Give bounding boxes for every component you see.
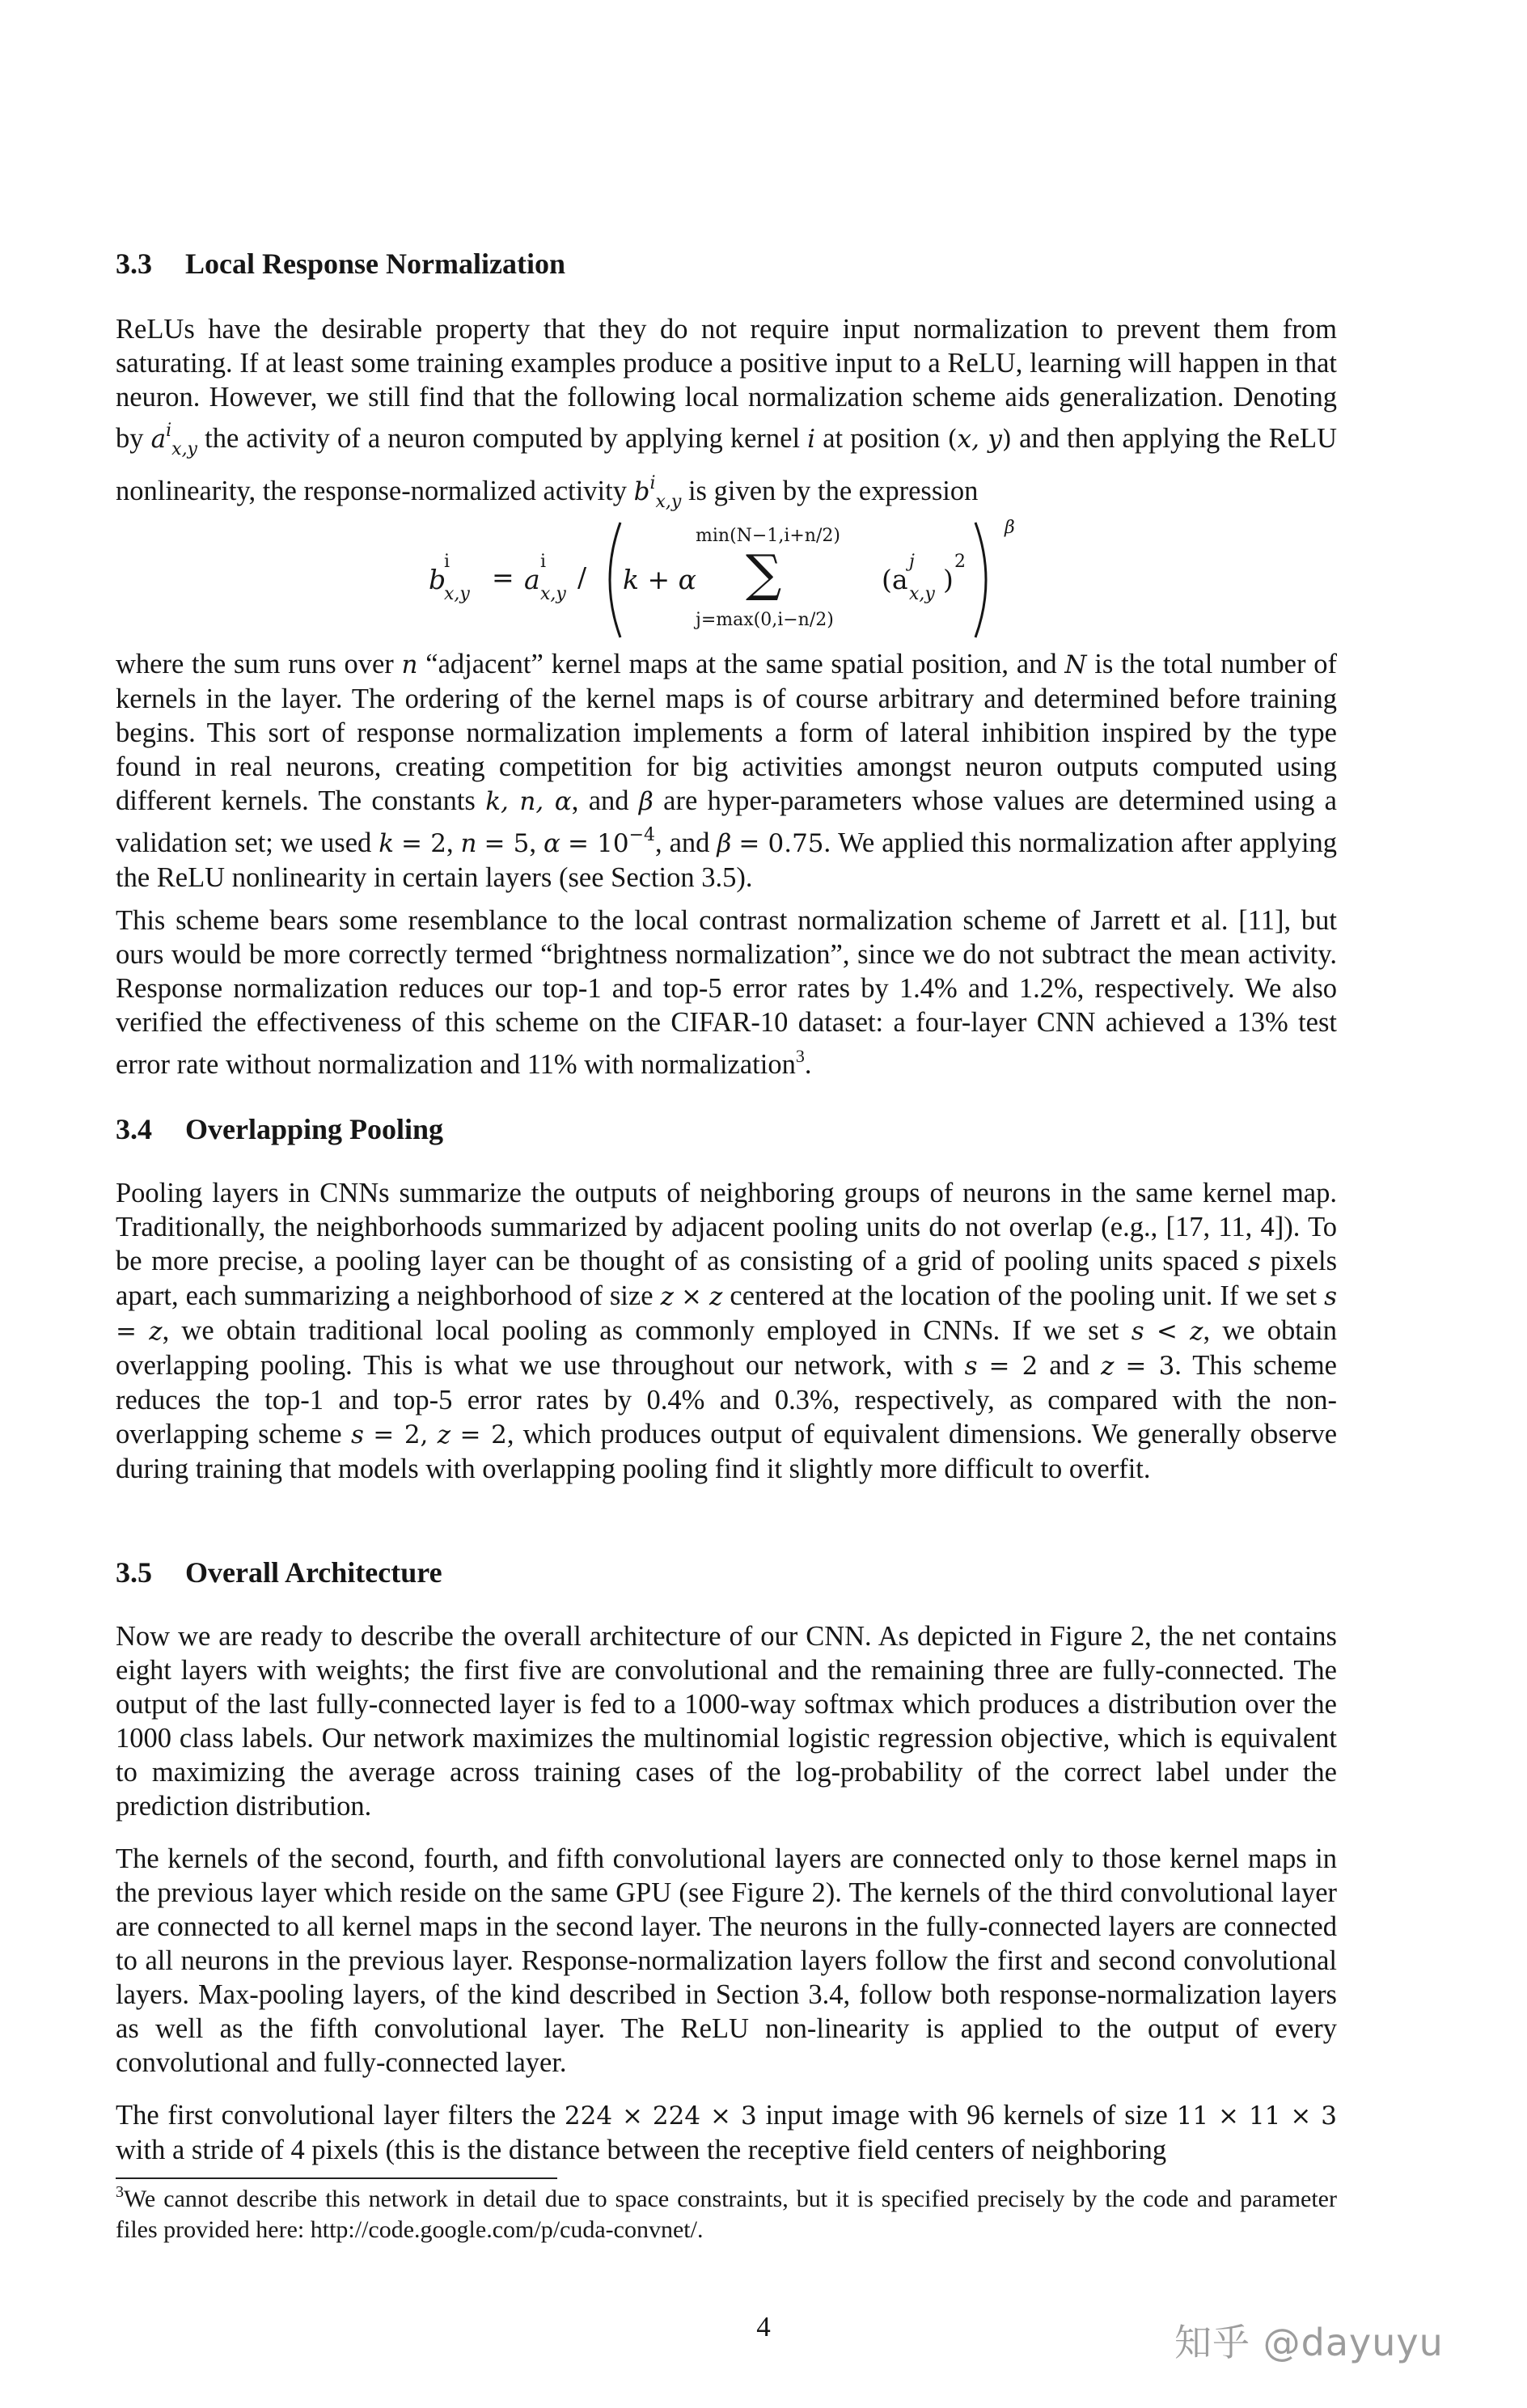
section-heading-3-5 bbox=[116, 1555, 442, 1590]
section-title: Local Response Normalization bbox=[185, 248, 565, 280]
section-title: Overlapping Pooling bbox=[185, 1113, 444, 1145]
eq-sum-upper: min(N−1,i+n/2) bbox=[696, 526, 840, 546]
eq-a: a bbox=[524, 564, 540, 595]
eq-lhs-sup: i bbox=[444, 552, 450, 572]
paragraph-first-conv-layer: The first convolutional layer filters the 224 × 224 × 3 input image with 96 kernels of size 11 × 11 × 3 with a stride of 4 pixels (this is the distance between the receptive field centers of neighboring bbox=[116, 2100, 1338, 2165]
paragraph-overlapping-pooling: Pooling layers in CNNs summarize the outputs of neighboring groups of neurons in the same kernel map. Traditionally, the neighborhoods summarized by adjacent pooling units do not overlap (e.g., [17, 11, 4]). To be more precise, a pooling layer can be thought of as consisting of a grid of pooling units spaced s pixels apart, each summarizing a neighborhood of size z × z centered at the location of the pooling unit. If we set s = z, we obtain traditional local pooling as commonly employed in CNNs. If we set s < z, we obtain overlapping pooling. This is what we use throughout our network, with s = 2 and z = 3. This scheme reduces the top-1 and top-5 error rates by 0.4% and 0.3%, respectively, as compared with the non-overlapping scheme s = 2, z = 2, which produces output of equivalent dimensions. We generally observe during training that models with overlapping pooling find it slightly more difficult to overfit. bbox=[116, 1178, 1338, 1484]
watermark: 知乎 @dayuyu bbox=[1174, 2321, 1444, 2364]
eq-sum-lower: j=max(0,i−n/2) bbox=[696, 610, 834, 630]
eq-slash: / bbox=[577, 561, 587, 593]
eq-term-pow: 2 bbox=[954, 552, 966, 572]
eq-sum-symbol: ∑ bbox=[746, 544, 782, 603]
page-number: 4 bbox=[756, 2311, 771, 2342]
eq-a-sub: x,y bbox=[540, 584, 566, 604]
eq-right-paren bbox=[969, 519, 1001, 641]
lrn-equation bbox=[429, 519, 1157, 641]
footnote-divider bbox=[116, 2177, 557, 2179]
eq-term-sub: x,y bbox=[909, 584, 935, 604]
paragraph-architecture-overview: Now we are ready to describe the overall architecture of our CNN. As depicted in Figure 2, the net contains eight layers with weights; the first five are convolutional and the remaining three are fully-connected. The output of the last fully-connected layer is fed to a 1000-way softmax which produces a distribution over the 1000 class labels. Our network maximizes the multinomial logistic regression objective, which is equivalent to maximizing the average across training cases of the log-probability of the correct label under the prediction distribution. bbox=[116, 1621, 1337, 1822]
eq-a-sup: i bbox=[540, 552, 547, 572]
eq-term-sup: j bbox=[909, 552, 915, 572]
paragraph-relu-intro: ReLUs have the desirable property that they do not require input normalization to prevent them from saturating. If at least some training examples produce a positive input to a ReLU, learning will happen in that neuron. However, we still find that the following local normalization scheme aids generalization. Denoting by $a^i_{x,y}$ the activity of a neuron computed by applying kernel i at position (x, y) and then applying the ReLU nonlinearity, the response-normalized activity $b^i_{x,y}$ is given by the expression bbox=[116, 314, 1337, 512]
section-heading-3-3 bbox=[116, 246, 565, 281]
section-title: Overall Architecture bbox=[185, 1556, 442, 1589]
eq-left-paren bbox=[594, 519, 627, 641]
section-heading-3-4 bbox=[116, 1111, 443, 1147]
eq-outer-pow: β bbox=[1005, 518, 1015, 538]
section-number: 3.5 bbox=[116, 1556, 152, 1589]
footnote-text: We cannot describe this network in detail due to space constraints, but it is specified precisely by the code and parameter files provided here: http://code.google.com/p/cuda-convnet/. bbox=[116, 2186, 1337, 2243]
eq-lhs-sub: x,y bbox=[444, 584, 470, 604]
eq-equals: = bbox=[492, 561, 514, 593]
eq-term: (a bbox=[882, 564, 908, 595]
paragraph-sum-explanation: where the sum runs over n “adjacent” kernel maps at the same spatial position, and N is the total number of kernels in the layer. The ordering of the kernel maps is of course arbitrary and determined before training begins. This sort of response normalization implements a form of lateral inhibition inspired by the type found in real neurons, creating competition for big activities amongst neuron outputs computed using different kernels. The constants k, n, α, and β are hyper-parameters whose values are determined using a validation set; we used k = 2, n = 5, $\alpha = 10^{-4}$, and β = 0.75. We applied this normalization after applying the ReLU nonlinearity in certain layers (see Section 3.5). bbox=[116, 649, 1338, 893]
section-number: 3.4 bbox=[116, 1113, 152, 1145]
eq-k-alpha: k + α bbox=[623, 564, 696, 595]
paragraph-brightness-normalization: This scheme bears some resemblance to the local contrast normalization scheme of Jarrett et al. [11], but ours would be more correctly termed “brightness normalization”, since we do not subtract the mean activity. Response normalization reduces our top-1 and top-5 error rates by 1.4% and 1.2%, respectively. We also verified the effectiveness of this scheme on the CIFAR-10 dataset: a four-layer CNN achieved a 13% test error rate without normalization and 11% with normalization$^3$. bbox=[116, 905, 1337, 1080]
footnote bbox=[116, 2184, 1337, 2245]
eq-term-close: ) bbox=[943, 564, 954, 595]
eq-lhs: b bbox=[429, 564, 446, 595]
footnote-mark: 3 bbox=[116, 2183, 124, 2201]
section-number: 3.3 bbox=[116, 248, 152, 280]
paragraph-kernel-connectivity: The kernels of the second, fourth, and fifth convolutional layers are connected only to those kernel maps in the previous layer which reside on the same GPU (see Figure 2). The kernels of the third convolutional layer are connected to all kernel maps in the second layer. The neurons in the fully-connected layers are connected to all neurons in the previous layer. Response-normalization layers follow the first and second convolutional layers. Max-pooling layers, of the kind described in Section 3.4, follow both response-normalization layers as well as the fifth convolutional layer. The ReLU non-linearity is applied to the output of every convolutional and fully-connected layer. bbox=[116, 1843, 1337, 2078]
